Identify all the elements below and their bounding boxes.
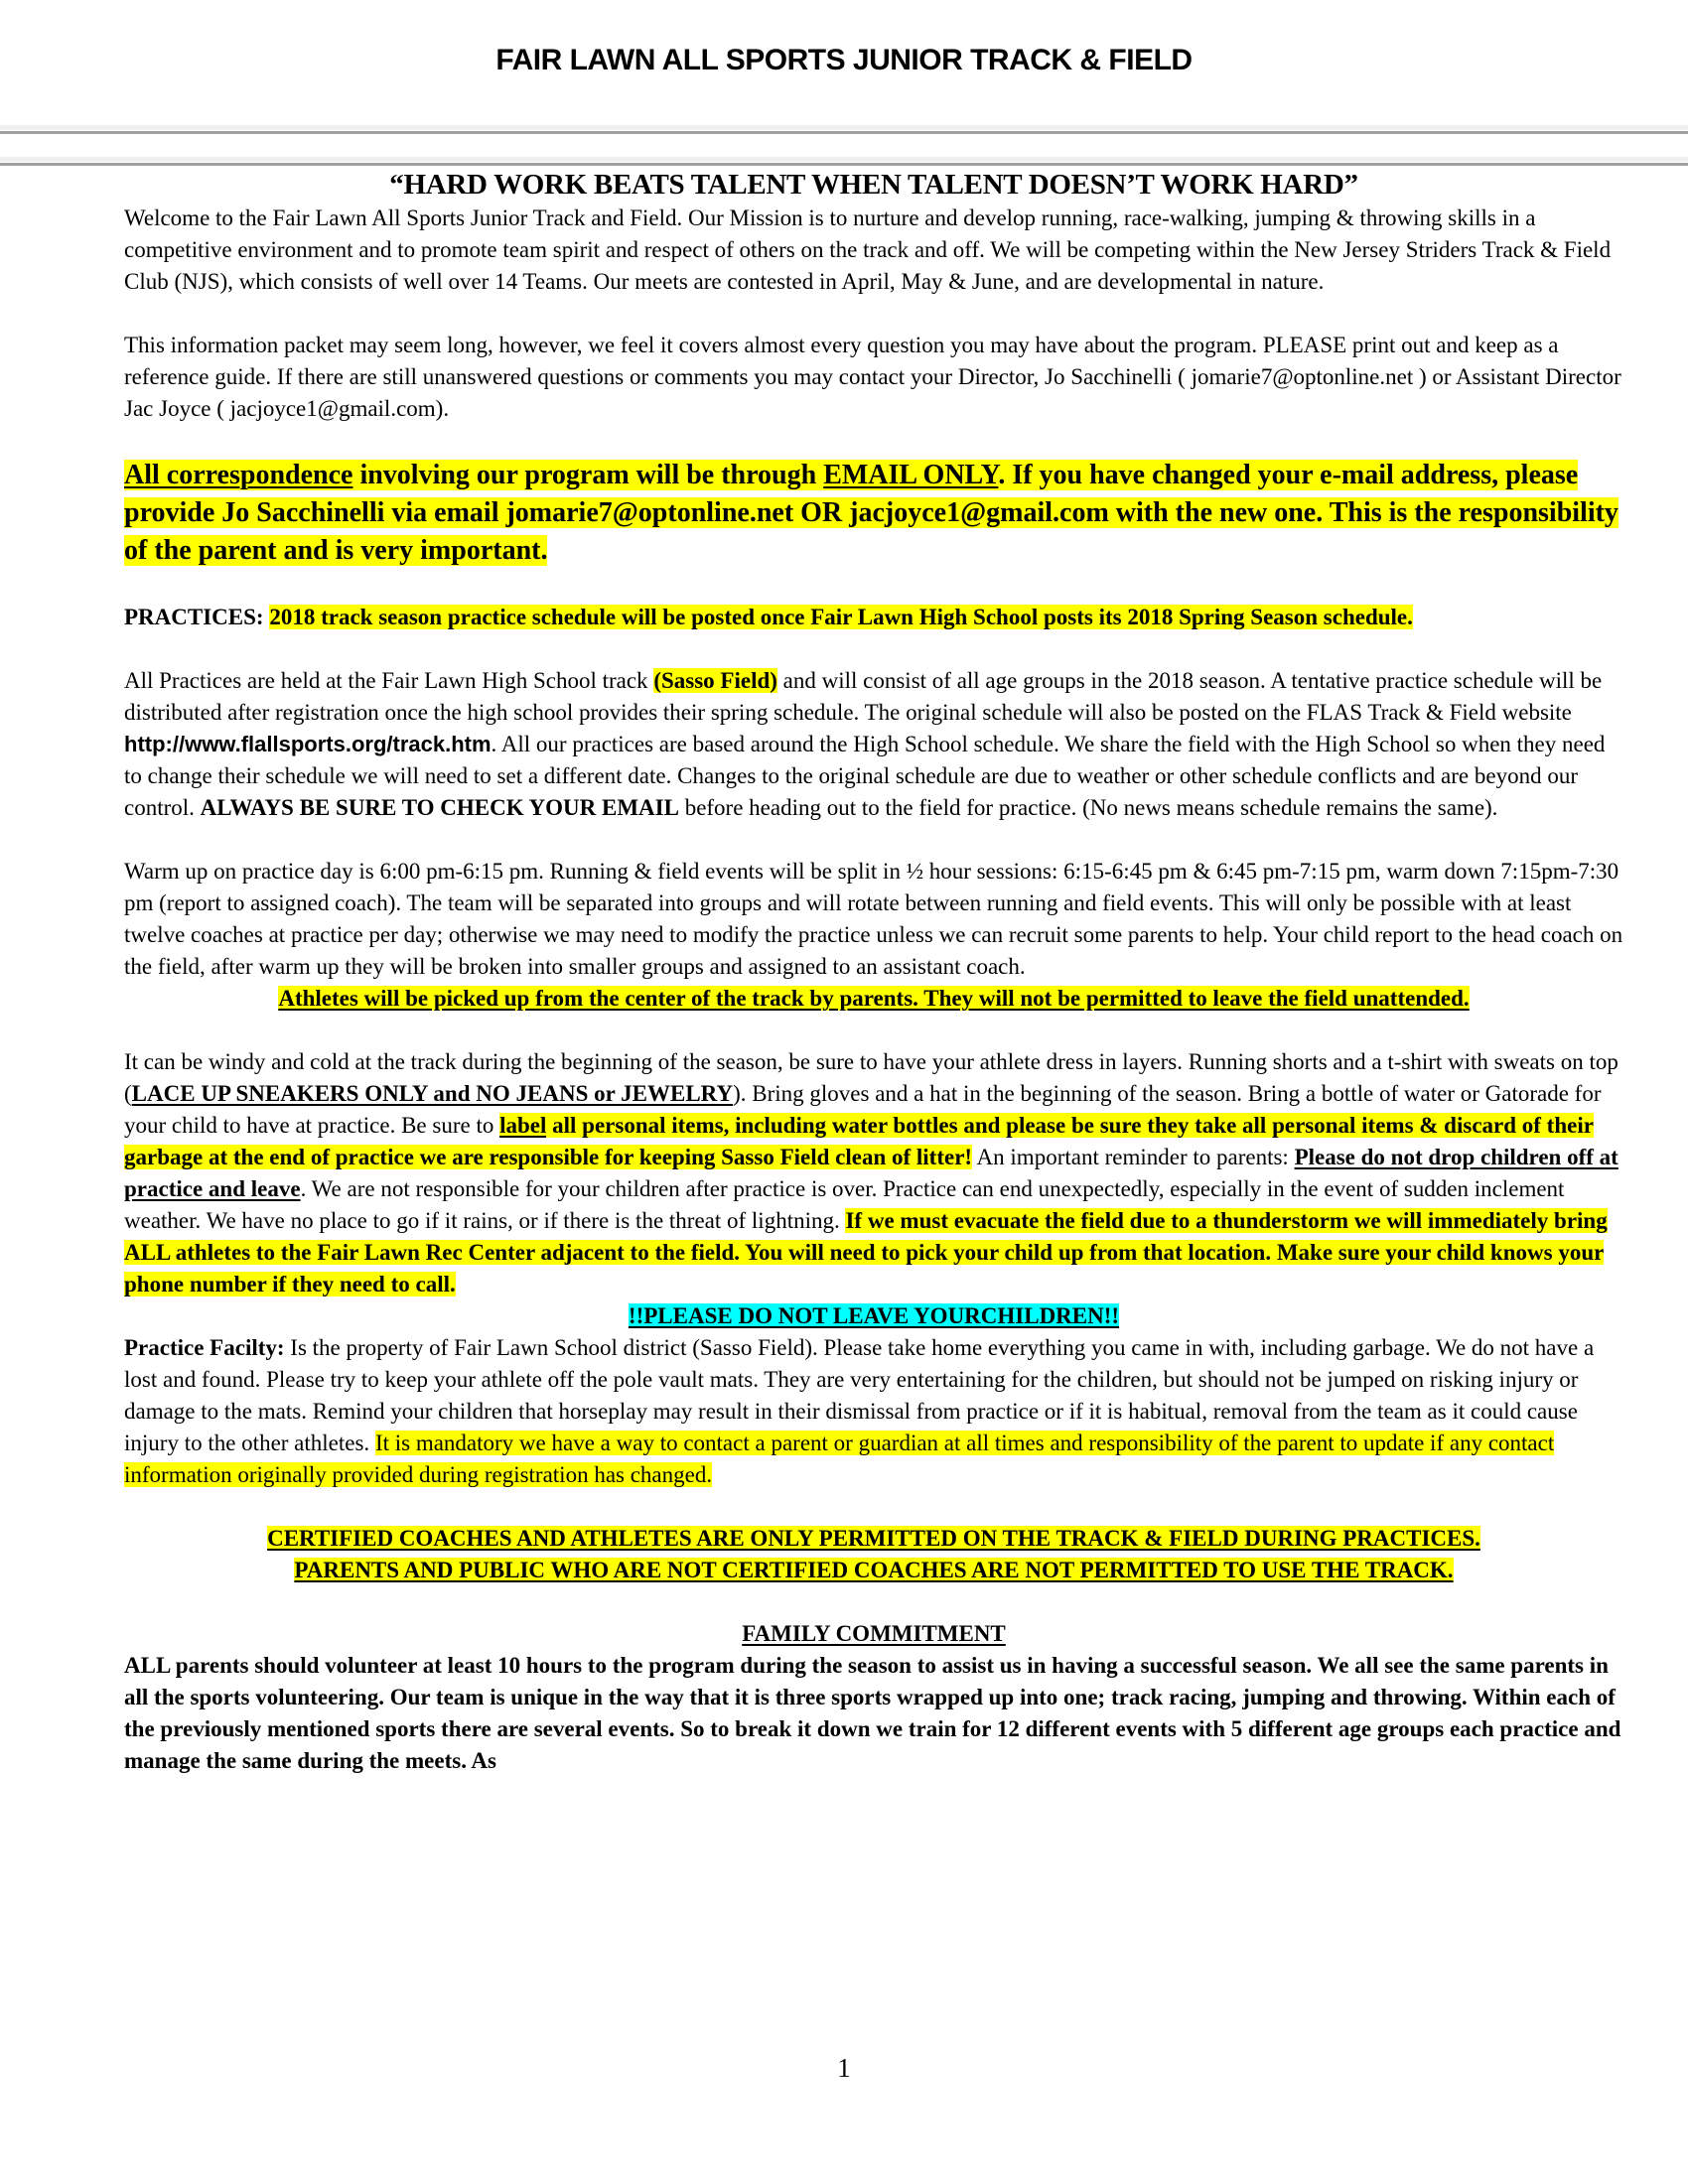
- practices-schedule-note: [124, 602, 1623, 633]
- facility-label: Practice Facilty:: [124, 1335, 285, 1360]
- family-commitment-paragraph: ALL parents should volunteer at least 10 hours to the program during the season to assist us in having a successful season. We all see the same parents in all the sports volunteering. Our team is unique in the way that it is three sports wrapped up into one; track racing, jumping and throwing. Within each of the previously mentioned sports there are several events. So to break it down we train for 12 different events with 5 different age groups each practice and manage the same during the meets. As: [124, 1653, 1621, 1773]
- family-commitment-heading: [124, 1618, 1623, 1650]
- warmup-schedule-paragraph: Warm up on practice day is 6:00 pm-6:15 pm. Running & field events will be split in ½ hour sessions: 6:15-6:45 pm & 6:45 pm-7:15 pm, warm down 7:15pm-7:30 pm (report to assigned coach). The team will be separated into groups and will rotate between running and field events. This will only be possible with at least twelve coaches at practice per day; otherwise we may need to modify the practice unless we can recruit some parents to help. Your child report to the head coach on the field, after warm up they will be broken into smaller groups and assigned to an assistant coach.: [124, 859, 1623, 979]
- paragraph-text: All Practices are held at the Fair Lawn High School track: [124, 668, 654, 693]
- certified-notice-line2: [124, 1555, 1623, 1586]
- paragraph-text: It can be windy and cold at the track during the beginning of the season, be sure to have your athlete dress in layers. Running shorts and a t-shirt with sweats on top (: [124, 1049, 1618, 1106]
- paragraph-text: An important reminder to parents:: [972, 1145, 1295, 1169]
- sneakers-rule: LACE UP SNEAKERS ONLY and NO JEANS or JEWELRY: [131, 1081, 734, 1106]
- mandatory-contact-highlight: It is mandatory we have a way to contact a parent or guardian at all times and responsibility of the parent to update if any contact information originally provided during registration has changed.: [124, 1431, 1555, 1487]
- schedule-note-text: 2018 track season practice schedule will be posted once Fair Lawn High School posts its 2018 Spring Season schedule.: [269, 605, 1413, 629]
- do-not-leave-notice: [124, 1300, 1623, 1332]
- document-body: [124, 167, 1623, 1777]
- header-rule-top: [0, 131, 1688, 134]
- page-number: 1: [837, 2053, 851, 2083]
- pickup-notice-text: Athletes will be picked up from the center of the track by parents. They will not be permitted to leave the field unattended.: [278, 986, 1470, 1011]
- website-link[interactable]: http://www.flallsports.org/track.htm: [124, 732, 492, 756]
- header-rule-bottom: [0, 163, 1688, 166]
- certified-notice-line1: [124, 1523, 1623, 1555]
- practice-location-paragraph: [124, 665, 1623, 824]
- do-not-leave-text: !!PLEASE DO NOT LEAVE YOURCHILDREN!!: [628, 1303, 1120, 1328]
- personal-items-highlight: all personal items, including water bottles and please be sure they take all personal items & discard of their garbage at the end of practice we are responsible for keeping Sasso Field clean of litter!: [124, 1113, 1594, 1169]
- notice-text: . If you have changed your e-mail address, please provide Jo Sacchinelli via email jomarie7@optonline.net OR jacjoyce1@gmail.com with the new one. This is the responsibility of the parent and is very important.: [124, 460, 1618, 566]
- email-only-notice: [124, 457, 1623, 570]
- paragraph-text: . We are not responsible for your children after practice is over. Practice can end unexpectedly, especially in the event of sudden inclement weather. We have no place to go if it rains, or if there is the threat of lightning.: [124, 1176, 1565, 1233]
- label-emphasis: label: [499, 1113, 547, 1138]
- document-title: FAIR LAWN ALL SPORTS JUNIOR TRACK & FIELD: [495, 44, 1193, 76]
- emphasis-text: EMAIL ONLY: [823, 460, 999, 490]
- certified-notice-text: CERTIFIED COACHES AND ATHLETES ARE ONLY PERMITTED ON THE TRACK & FIELD DURING PRACTICES.: [267, 1526, 1480, 1551]
- paragraph-text: ). Bring gloves and a hat in the beginning of the season. Bring a bottle of water or Gatorade for your child to have at practice. Be sure to: [124, 1081, 1602, 1138]
- pickup-notice: [124, 983, 1623, 1015]
- paragraph-text: before heading out to the field for practice. (No news means schedule remains the same).: [678, 795, 1498, 820]
- contact-paragraph: This information packet may seem long, however, we feel it covers almost every question you may have about the program. PLEASE print out and keep as a reference guide. If there are still unanswered questions or comments you may contact your Director, Jo Sacchinelli ( jomarie7@optonline.net ) or Assistant Director Jac Joyce ( jacjoyce1@gmail.com).: [124, 333, 1621, 421]
- practice-facility-paragraph: [124, 1332, 1623, 1491]
- header-rule-shadow: [0, 157, 1688, 162]
- do-not-drop-off-emphasis: Please do not drop children off at practice and leave: [124, 1145, 1618, 1201]
- motto-heading: “HARD WORK BEATS TALENT WHEN TALENT DOESN’T WORK HARD”: [389, 169, 1358, 201]
- dress-and-safety-paragraph: [124, 1046, 1623, 1300]
- certified-notice-text: PARENTS AND PUBLIC WHO ARE NOT CERTIFIED COACHES ARE NOT PERMITTED TO USE THE TRACK.: [294, 1558, 1454, 1582]
- evacuation-highlight: If we must evacuate the field due to a thunderstorm we will immediately bring ALL athletes to the Fair Lawn Rec Center adjacent to the field. You will need to pick your child up from that location. Make sure your child knows your phone number if they need to call.: [124, 1208, 1608, 1297]
- header-rule-shadow: [0, 125, 1688, 130]
- paragraph-text: Is the property of Fair Lawn School district (Sasso Field). Please take home everything you came in with, including garbage. We do not have a lost and found. Please try to keep your athlete off the pole vault mats. They are very entertaining for the children, but should not be jumped on risking injury or damage to the mats. Remind your children that horseplay may result in their dismissal from practice or if it is habitual, removal from the team as it could cause injury to the other athletes.: [124, 1335, 1595, 1455]
- paragraph-text: . All our practices are based around the High School schedule. We share the field with the High School so when they need to change their schedule we will need to set a different date. Changes to the original schedule are due to weather or other schedule conflicts and are beyond our control.: [124, 732, 1606, 820]
- emphasis-text: All correspondence: [124, 460, 353, 490]
- notice-text: involving our program will be through: [352, 460, 824, 490]
- check-email-emphasis: ALWAYS BE SURE TO CHECK YOUR EMAIL: [200, 795, 679, 820]
- practices-label: PRACTICES:: [124, 605, 270, 629]
- section-heading: FAMILY COMMITMENT: [742, 1621, 1006, 1646]
- intro-paragraph: Welcome to the Fair Lawn All Sports Junior Track and Field. Our Mission is to nurture and develop running, race-walking, jumping & throwing skills in a competitive environment and to promote team spirit and respect of others on the track and off. We will be competing within the New Jersey Striders Track & Field Club (NJS), which consists of well over 14 Teams. Our meets are contested in April, May & June, and are developmental in nature.: [124, 205, 1612, 294]
- paragraph-text: and will consist of all age groups in the 2018 season. A tentative practice schedule will be distributed after registration once the high school provides their spring schedule. The original schedule will also be posted on the FLAS Track & Field website: [124, 668, 1603, 725]
- sasso-field-highlight: (Sasso Field): [653, 668, 777, 693]
